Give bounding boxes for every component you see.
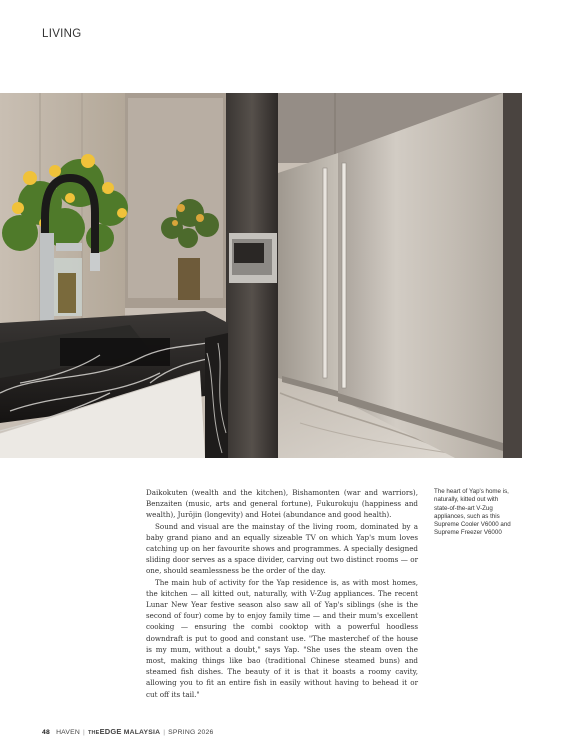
article-body	[146, 487, 418, 700]
section-label: LIVING	[42, 28, 82, 40]
issue-label: SPRING 2026	[168, 729, 214, 736]
article-paragraph: Daikokuten (wealth and the kitchen), Bishamonten (war and warriors), Benzaiten (music, arts and general fortune), Fukurokuju (happiness and wealth), Jurōjin (longevity) and Hotei (abundance and good health).	[146, 488, 418, 520]
kitchen-photo	[0, 93, 522, 458]
article-paragraph: The main hub of activity for the Yap residence is, as with most homes, the kitchen — all kitted out, naturally, with V-Zug appliances. The recent Lunar New Year festive season also saw all of Yap's siblings (she is the second of four) come by to enjoy family time — and their mum's excellent cooking — ensuring the combi cooktop with a powerful hoodless downdraft is put to good and constant use. "The masterchef of the house is my mum, without a doubt," says Yap. "She uses the steam oven the most, making things like bao (traditional Chinese steamed buns) and steamed fish dishes. The beauty of it is that it boasts a roomy cavity, allowing you to fit an entire fish in easily without having to behead it or cut off its tail."	[146, 577, 418, 699]
brand-suffix: MALAYSIA	[123, 729, 161, 736]
brand-prefix: THE	[87, 730, 100, 736]
brand-name: EDGE	[99, 727, 122, 736]
photo-caption: The heart of Yap's home is, naturally, kitted out with state-of-the-art V-Zug appliances, such as this Supreme Cooler V6000 and Supreme Freezer V6000	[434, 488, 511, 537]
publication-name: HAVEN	[56, 729, 80, 736]
page-number: 48	[42, 729, 50, 736]
article-paragraph: Sound and visual are the mainstay of the living room, dominated by a baby grand piano and an equally sizeable TV on which Yap's mum loves catching up on her favourite shows and programmes. A specially designed sliding door serves as a space divider, carving out two distinct rooms — or one, should seamlessness be the order of the day.	[146, 521, 418, 576]
page-footer: 48 HAVEN | THEEDGE MALAYSIA | SPRING 2026	[42, 727, 214, 736]
